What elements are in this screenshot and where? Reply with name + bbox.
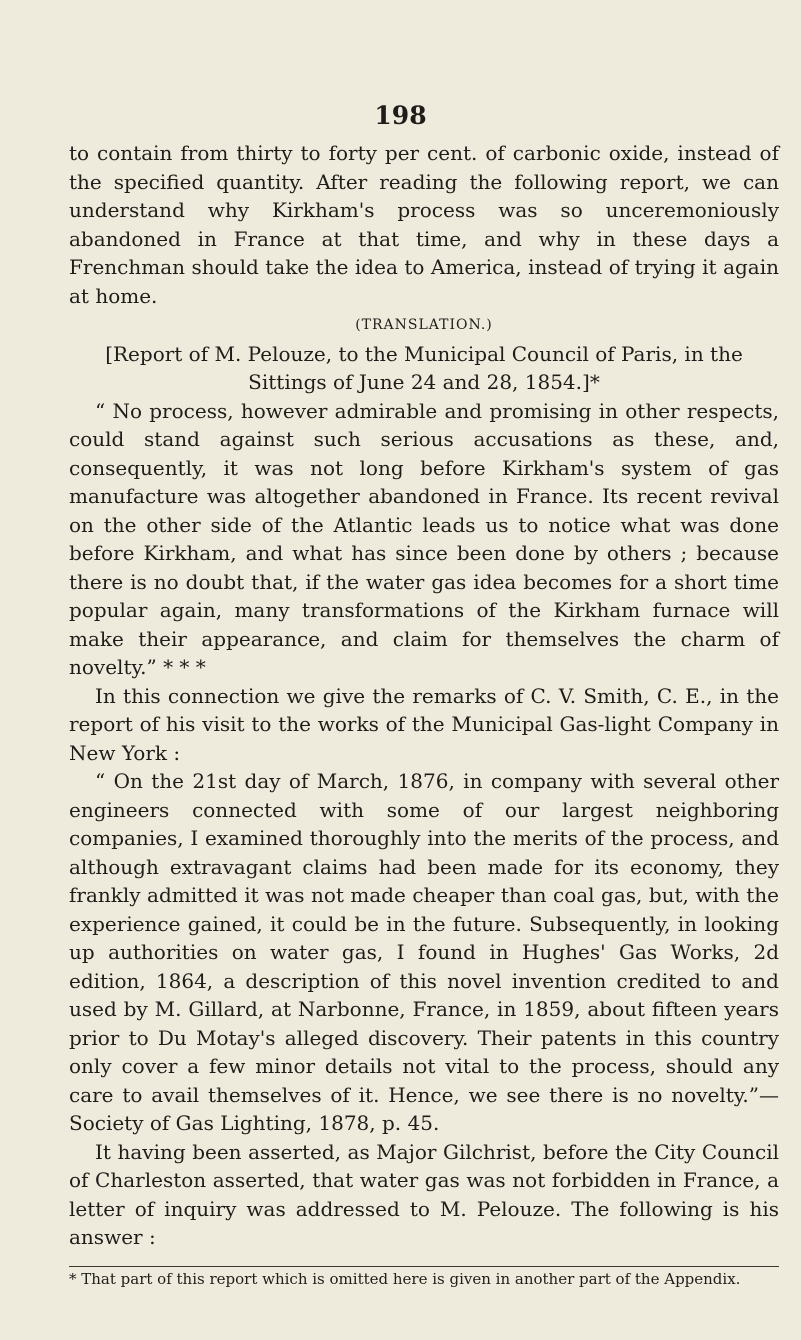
paragraph-smith-quote: “ On the 21st day of March, 1876, in company with several other engineers connected with some of our largest neighboring companies, I examined thoroughly into the merits of the process, and although extravagant claims had been made for its economy, they frankly admitted it was not made cheaper than coal gas, but, with the experience gained, it could be in the future. Subsequently, in looking up authorities on water gas, I found in Hughes' Gas Works, 2d edition, 1864, a description of this novel invention credited to and used by M. Gillard, at Narbonne, France, in 1859, about fifteen years prior to Du Motay's alleged discovery. Their patents in this country only cover a few minor details not vital to the process, should any care to avail themselves of it. Hence, we see there is no novelty.”—Society of Gas Lighting, 1878, p. 45. bbox=[69, 769, 779, 1135]
page-body bbox=[69, 139, 779, 1289]
paragraph-smith-intro: In this connection we give the remarks of C. V. Smith, C. E., in the report of his visit to the works of the Municipal Gas-light Company in New York : bbox=[69, 683, 779, 765]
footnote: * That part of this report which is omitted here is given in another part of the Appendix. bbox=[69, 1269, 741, 1288]
footnote-divider bbox=[69, 1266, 779, 1267]
paragraph-pelouze-letter: It having been asserted, as Major Gilchrist, before the City Council of Charleston asserted, that water gas was not forbidden in France, a letter of inquiry was addressed to M. Pelouze. The following is his answer : bbox=[69, 1139, 779, 1249]
translation-caption: (TRANSLATION.) bbox=[355, 317, 493, 333]
page-number: 198 bbox=[374, 101, 427, 130]
report-header: [Report of M. Pelouze, to the Municipal Council of Paris, in the Sittings of June 24 and 28, 1854.]* bbox=[105, 341, 743, 394]
paragraph-quote-report: “ No process, however admirable and promising in other respects, could stand against such serious accusations as these, and, consequently, it was not long before Kirkham's system of gas manufacture was altogether abandoned in France. Its recent revival on the other side of the Atlantic leads us to notice what was done before Kirkham, and what has since been done by others ; because there is no doubt that, if the water gas idea becomes for a short time popular again, many transformations of the Kirkham furnace will make their appearance, and claim for themselves the charm of novelty.” * * * bbox=[69, 398, 779, 679]
paragraph-intro: to contain from thirty to forty per cent. of carbonic oxide, instead of the specified quantity. After reading the following report, we can understand why Kirkham's process was so unceremoniously abandoned in France at that time, and why in these days a Frenchman should take the idea to America, instead of trying it again at home. bbox=[69, 141, 779, 308]
